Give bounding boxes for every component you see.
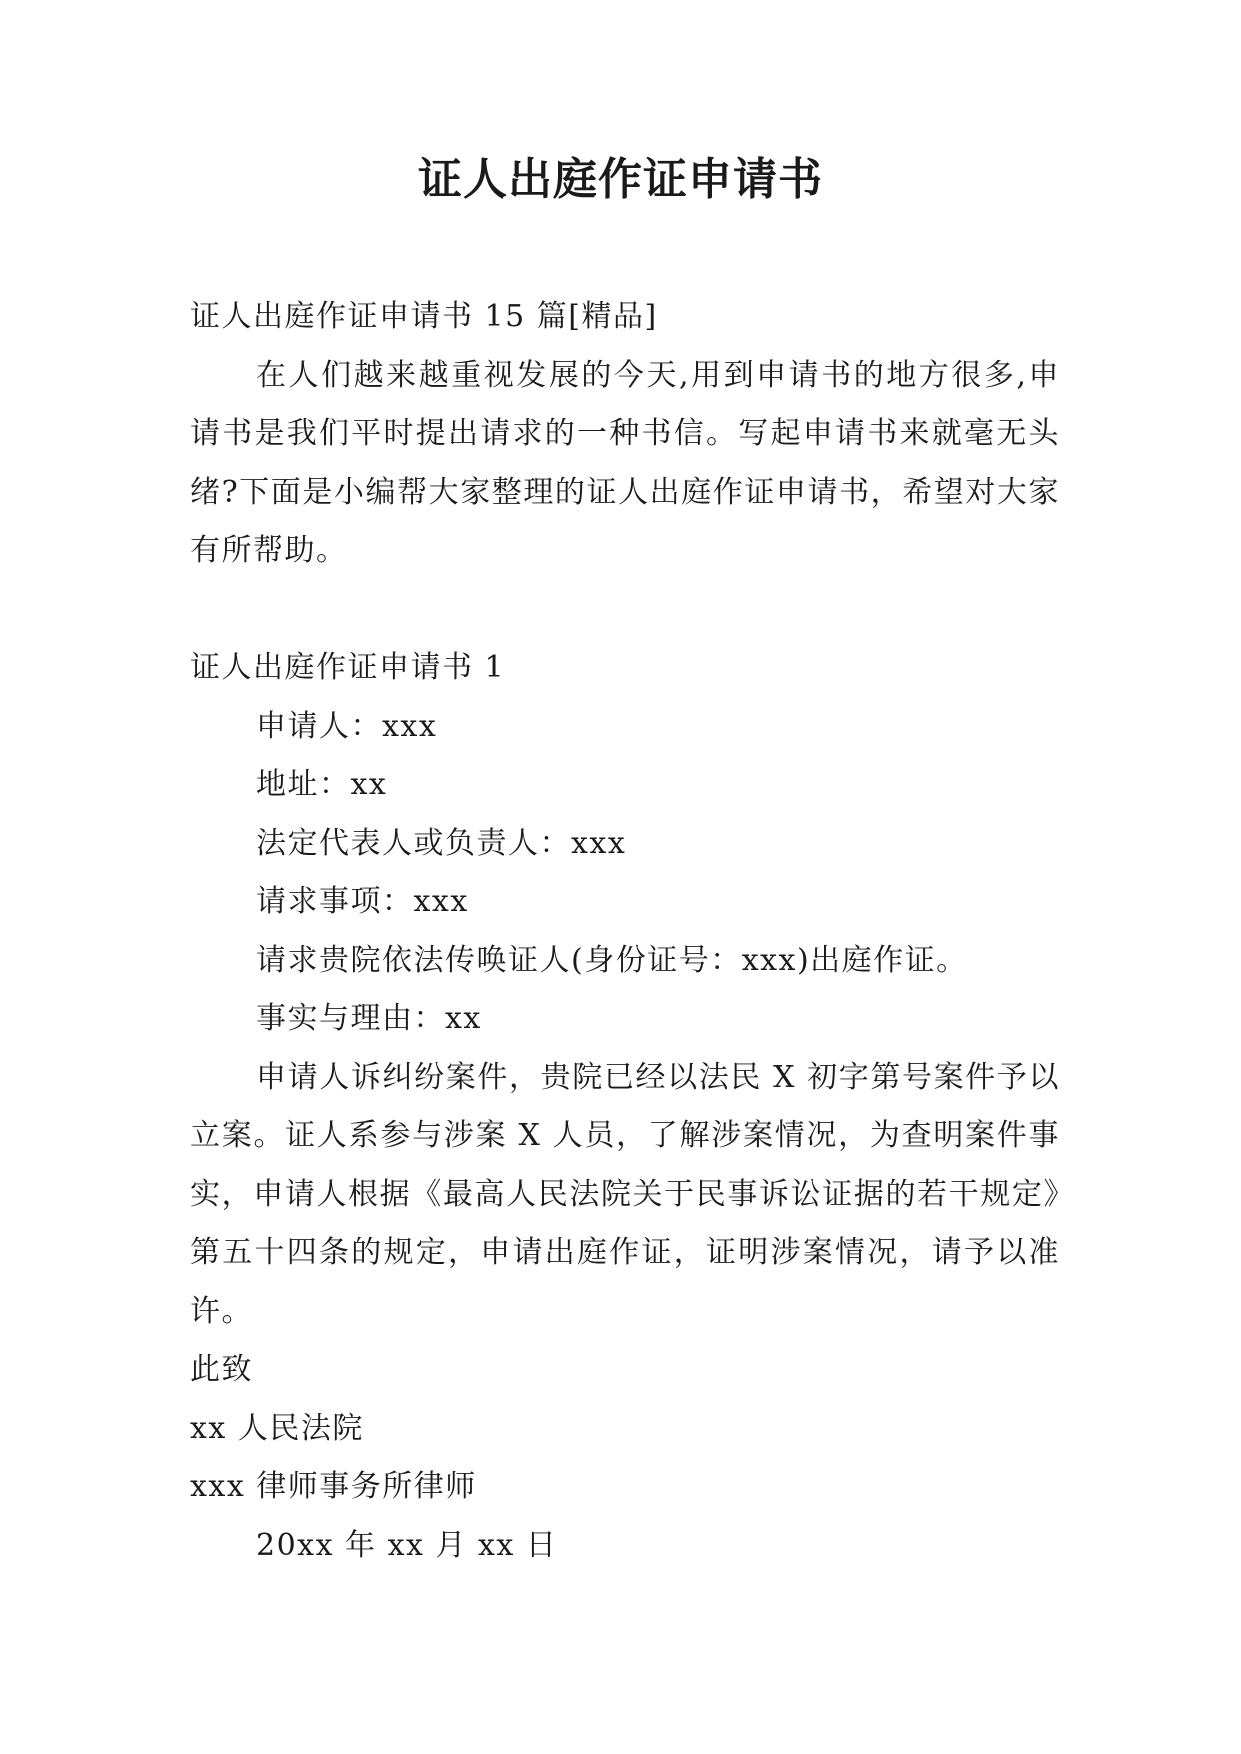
applicant-line: 申请人：xxx: [256, 708, 438, 744]
date-line: 20xx 年 xx 月 xx 日: [256, 1527, 558, 1563]
representative-line: 法定代表人或负责人：xxx: [256, 825, 627, 861]
request-content-line: 请求贵院依法传唤证人(身份证号：xxx)出庭作证。: [256, 942, 968, 978]
address-line: 地址：xx: [256, 767, 388, 802]
facts-reasons-line: 事实与理由：xx: [256, 1001, 482, 1036]
section-heading: 证人出庭作证申请书 1: [190, 650, 506, 685]
signer-line: xxx 律师事务所律师: [190, 1469, 477, 1504]
document-body: [190, 288, 1060, 1575]
request-items-line: 请求事项：xxx: [256, 884, 469, 919]
document-title: 证人出庭作证申请书: [418, 154, 823, 205]
salutation-line: 此致: [190, 1352, 253, 1387]
body-paragraph: 申请人诉纠纷案件，贵院已经以法民 X 初字第号案件予以立案。证人系参与涉案 X 人员，了解涉案情况，为查明案件事实，申请人根据《最高人民法院关于民事诉讼证据的若干规定》第五十四条的规定，申请出庭作证，证明涉案情况，请予以准许。: [190, 1059, 1060, 1329]
court-line: xx 人民法院: [190, 1410, 364, 1446]
document-subtitle: 证人出庭作证申请书 15 篇[精品]: [190, 299, 658, 334]
intro-paragraph: 在人们越来越重视发展的今天,用到申请书的地方很多,申请书是我们平时提出请求的一种书信。写起申请书来就毫无头绪?下面是小编帮大家整理的证人出庭作证申请书，希望对大家有所帮助。: [190, 357, 1060, 568]
spacer: [190, 581, 1060, 640]
